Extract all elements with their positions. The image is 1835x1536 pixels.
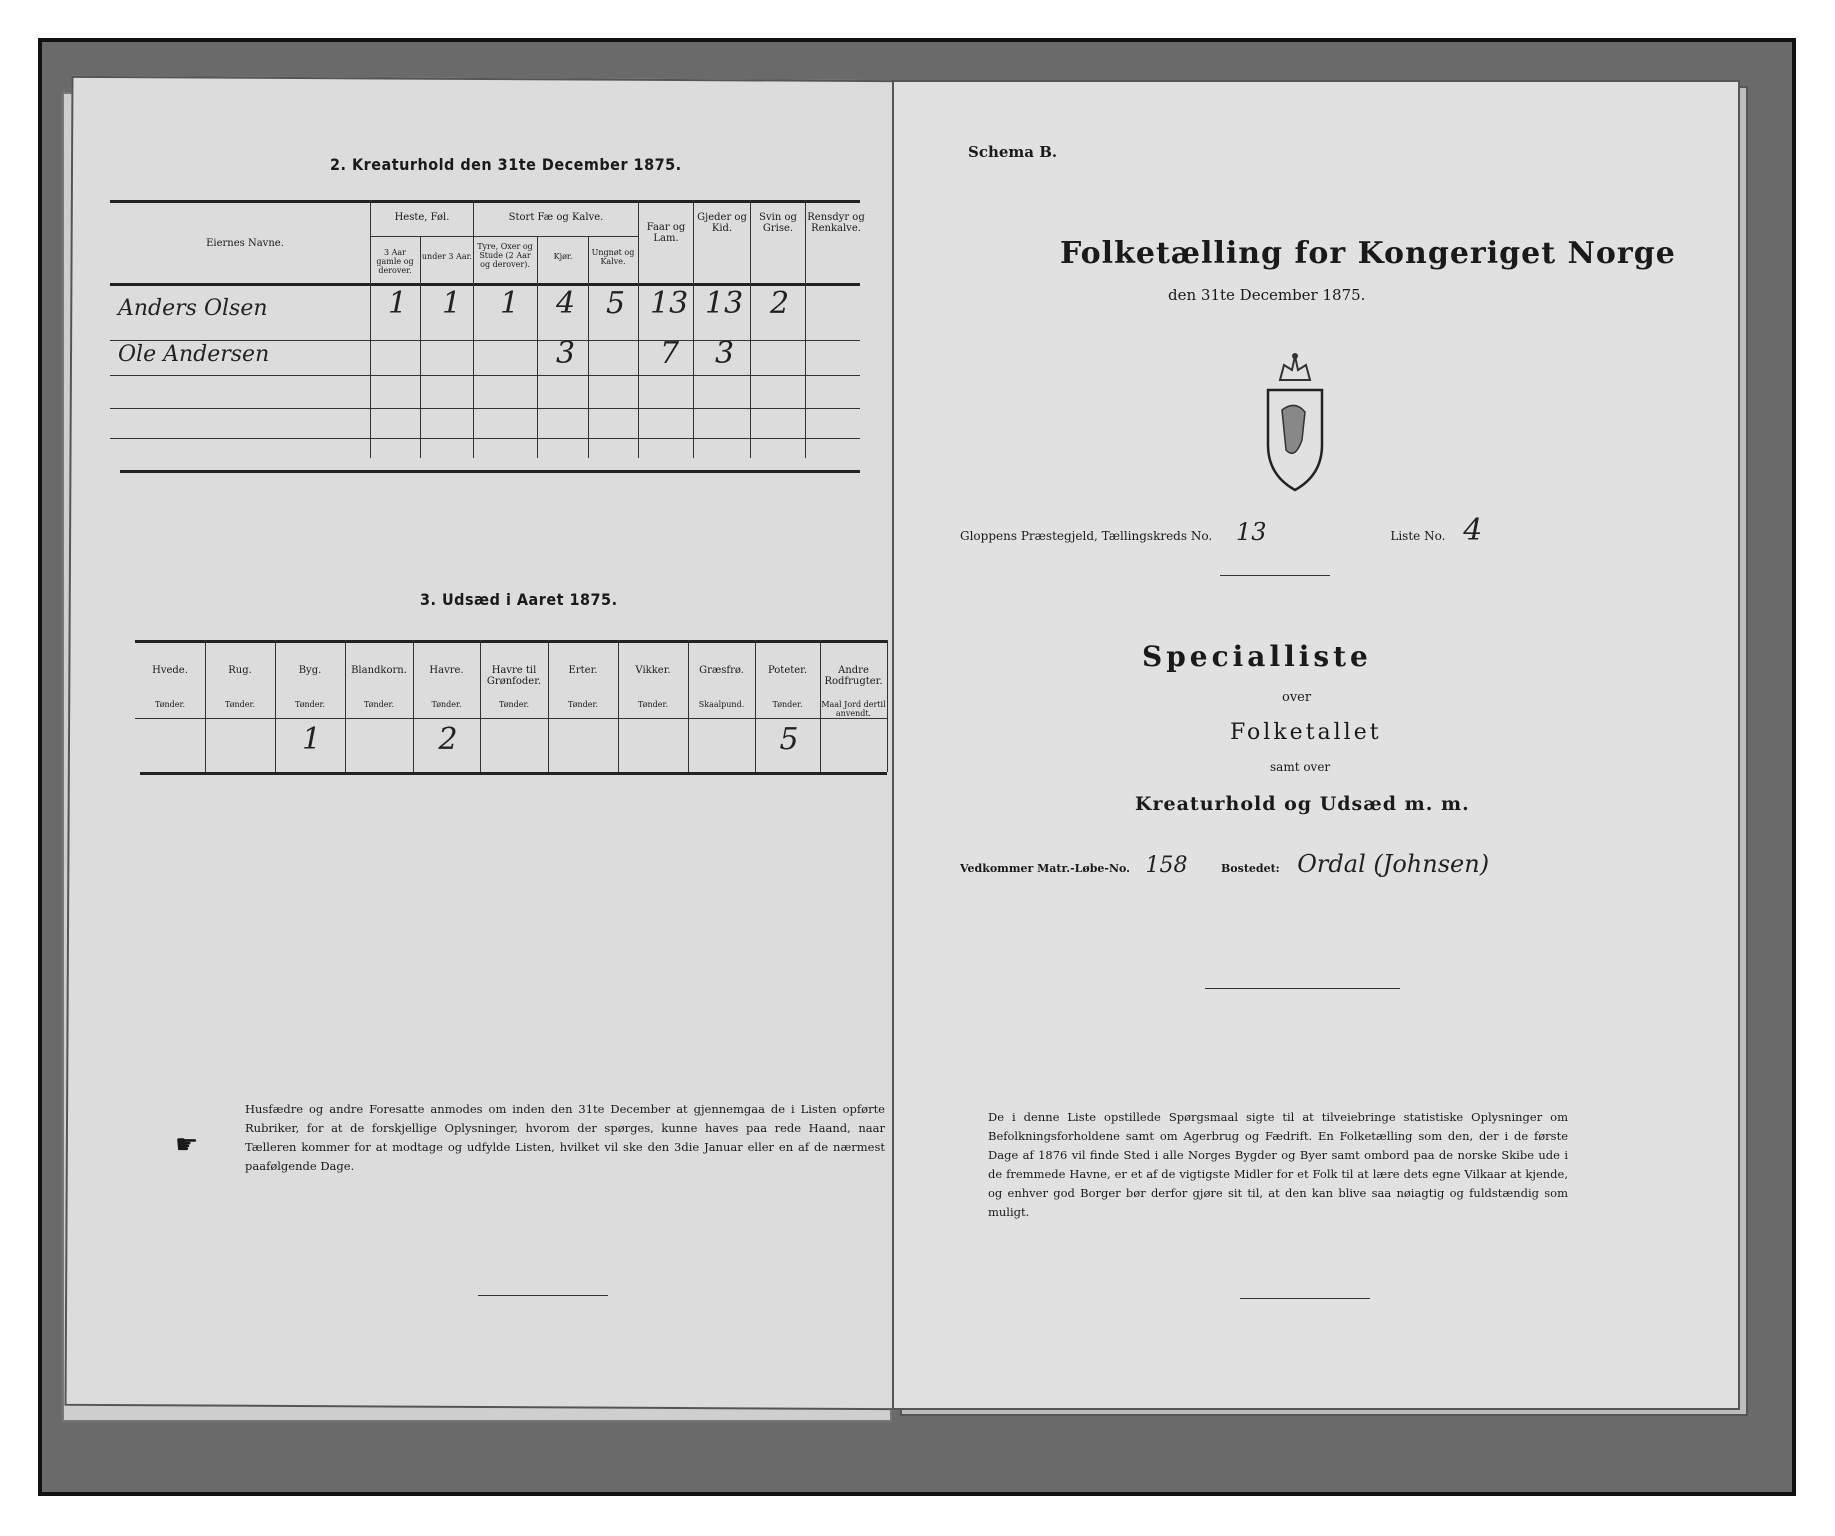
- seed-header-unit: Tønder.: [567, 700, 599, 709]
- list-no: 4: [1463, 513, 1483, 548]
- matr-label: Vedkommer Matr.-Løbe-No.: [960, 862, 1130, 875]
- bosted-value: Ordal (Johnsen): [1297, 850, 1490, 878]
- seed-header-name: Græsfrø.: [699, 665, 744, 676]
- document-subtitle: den 31te December 1875.: [1168, 286, 1366, 304]
- seed-header-unit: Tønder.: [363, 700, 395, 709]
- header-owner: Eiernes Navne.: [206, 238, 284, 249]
- header-horses-sub2: under 3 Aar.: [421, 252, 473, 261]
- right-rule-3: [1240, 1298, 1370, 1299]
- seed-value: 2: [438, 722, 458, 757]
- seed-header-unit: Tønder.: [498, 700, 530, 709]
- specialliste-heading: Specialliste: [1142, 640, 1372, 673]
- seed-header-name: Poteter.: [767, 665, 808, 676]
- livestock-header-rule: [110, 283, 860, 286]
- bosted-label: Bostedet:: [1221, 862, 1280, 875]
- seed-header-name: Havre.: [429, 665, 464, 676]
- cell-r1-goats: 13: [705, 286, 744, 321]
- seed-header-name: Havre til Grønfoder.: [486, 665, 542, 687]
- district-no: 13: [1236, 518, 1267, 546]
- parish-line: [960, 513, 1482, 548]
- cell-r1-horses-young: 1: [442, 286, 462, 321]
- seed-header-name: Rug.: [228, 665, 252, 676]
- seed-section-title: 3. Udsæd i Aaret 1875.: [420, 590, 618, 609]
- list-label: Liste No.: [1390, 529, 1446, 543]
- seed-value: 5: [779, 722, 799, 757]
- seed-header-name: Vikker.: [635, 665, 671, 676]
- seed-header-unit: Maal Jord dertil anvendt.: [821, 700, 886, 718]
- header-goats: Gjeder og Kid.: [697, 212, 747, 234]
- header-pigs: Svin og Grise.: [759, 212, 797, 234]
- left-footer-rule: [478, 1295, 608, 1296]
- seed-header-name: Hvede.: [152, 665, 188, 676]
- seed-value: 1: [302, 722, 322, 757]
- seed-header-name: Byg.: [298, 665, 322, 676]
- col-line: [750, 200, 751, 458]
- seed-header-unit: Skaalpund.: [698, 700, 745, 709]
- header-cattle-sub1: Tyre, Oxer og Stude (2 Aar og derover).: [477, 242, 533, 269]
- cell-r1-horses-old: 1: [388, 286, 408, 321]
- matr-no: 158: [1145, 853, 1188, 878]
- parish-label: Gloppens Præstegjeld, Tællingskreds No.: [960, 529, 1213, 543]
- owner-row-1: Anders Olsen: [118, 296, 268, 321]
- samt-over-text: samt over: [1270, 760, 1331, 774]
- notice-text: Husfædre og andre Foresatte anmodes om inden den 31te December at gjennemgaa de i Listen opførte Rubriker, for at de forskjellige Oplysninger, hvorom der spørges, kunne haves paa rede Haand, naar Tælleren kommer for at modtage og udfylde Listen, hvilket vil ske den 3die Januar eller en af de nærmest paafølgende Dage.: [245, 1102, 885, 1173]
- seed-header-unit: Tønder.: [154, 700, 186, 709]
- row-line: [110, 340, 860, 341]
- livestock-bottom-rule: [120, 470, 860, 473]
- coat-of-arms-icon: [1260, 350, 1330, 495]
- seed-top-rule: [135, 640, 887, 643]
- right-rule-2: [1205, 988, 1400, 989]
- over-text-1: over: [1282, 690, 1312, 705]
- col-line: [420, 236, 421, 458]
- seed-bottom-rule: [140, 772, 887, 775]
- header-sheep: Faar og Lam.: [646, 222, 686, 244]
- seed-header-unit: Tønder.: [224, 700, 256, 709]
- header-cattle-sub3: Ungnøt og Kalve.: [591, 248, 635, 266]
- header-cattle: Stort Fæ og Kalve.: [508, 212, 604, 223]
- livestock-top-rule: [110, 200, 860, 203]
- row-line: [110, 438, 860, 439]
- seed-header-rule: [135, 718, 887, 719]
- cell-r2-sheep: 7: [660, 336, 680, 371]
- row-line: [110, 375, 860, 376]
- col-line: [588, 236, 589, 458]
- owner-row-2: Ole Andersen: [118, 342, 270, 367]
- col-line: [537, 236, 538, 458]
- seed-header-unit: Tønder.: [294, 700, 326, 709]
- right-footer-text: De i denne Liste opstillede Spørgsmaal sigte til at tilveiebringe statistiske Oplysninger om Befolkningsforholdene samt om Agerbrug og Fædrift. En Folketælling som den, der i de første Dage af 1876 vil finde Sted i alle Norges Bygder og Byer samt ombord paa de norske Skibe ude i de fremmede Havne, er et af de vigtigste Midler for et Folk til at lære dets egne Vilkaar at kjende, og enhver god Borger bør derfor gjøre sit til, at den kan blive saa nøiagtig og fuldstændig som muligt.: [988, 1110, 1568, 1219]
- cell-r1-calves: 5: [606, 286, 626, 321]
- header-reindeer: Rensdyr og Renkalve.: [807, 212, 865, 234]
- header-horses-sub1: 3 Aar gamle og derover.: [376, 248, 414, 275]
- header-horses: Heste, Føl.: [394, 212, 450, 223]
- seed-col-line: [887, 640, 888, 772]
- cell-r1-bulls: 1: [500, 286, 520, 321]
- livestock-section-title: 2. Kreaturhold den 31te December 1875.: [330, 155, 682, 174]
- seed-header-name: Blandkorn.: [351, 665, 407, 676]
- folketallet-heading: Folketallet: [1230, 720, 1382, 745]
- col-line: [805, 200, 806, 458]
- col-line: [638, 200, 639, 458]
- right-rule-1: [1220, 575, 1330, 576]
- header-cattle-sub2: Kjør.: [553, 252, 573, 261]
- document-title: Folketælling for Kongeriget Norge: [1060, 236, 1676, 271]
- pointing-hand-icon: ☛: [175, 1130, 199, 1160]
- col-line: [473, 200, 474, 458]
- seed-header-unit: Tønder.: [637, 700, 669, 709]
- cell-r2-goats: 3: [715, 336, 735, 371]
- seed-header-unit: Tønder.: [772, 700, 803, 709]
- row-line: [110, 408, 860, 409]
- schema-label: Schema B.: [968, 143, 1058, 161]
- matr-line: [960, 850, 1489, 878]
- seed-header-unit: Tønder.: [431, 700, 462, 709]
- seed-header-name: Andre Rodfrugter.: [824, 665, 883, 687]
- col-line: [693, 200, 694, 458]
- subheader-line: [370, 236, 638, 237]
- cell-r1-sheep: 13: [650, 286, 689, 321]
- cell-r2-cows: 3: [556, 336, 576, 371]
- seed-header-name: Erter.: [568, 665, 598, 676]
- col-line: [370, 200, 371, 458]
- kreaturhold-heading: Kreaturhold og Udsæd m. m.: [1135, 793, 1470, 815]
- cell-r1-pigs: 2: [770, 286, 790, 321]
- cell-r1-cows: 4: [556, 286, 576, 321]
